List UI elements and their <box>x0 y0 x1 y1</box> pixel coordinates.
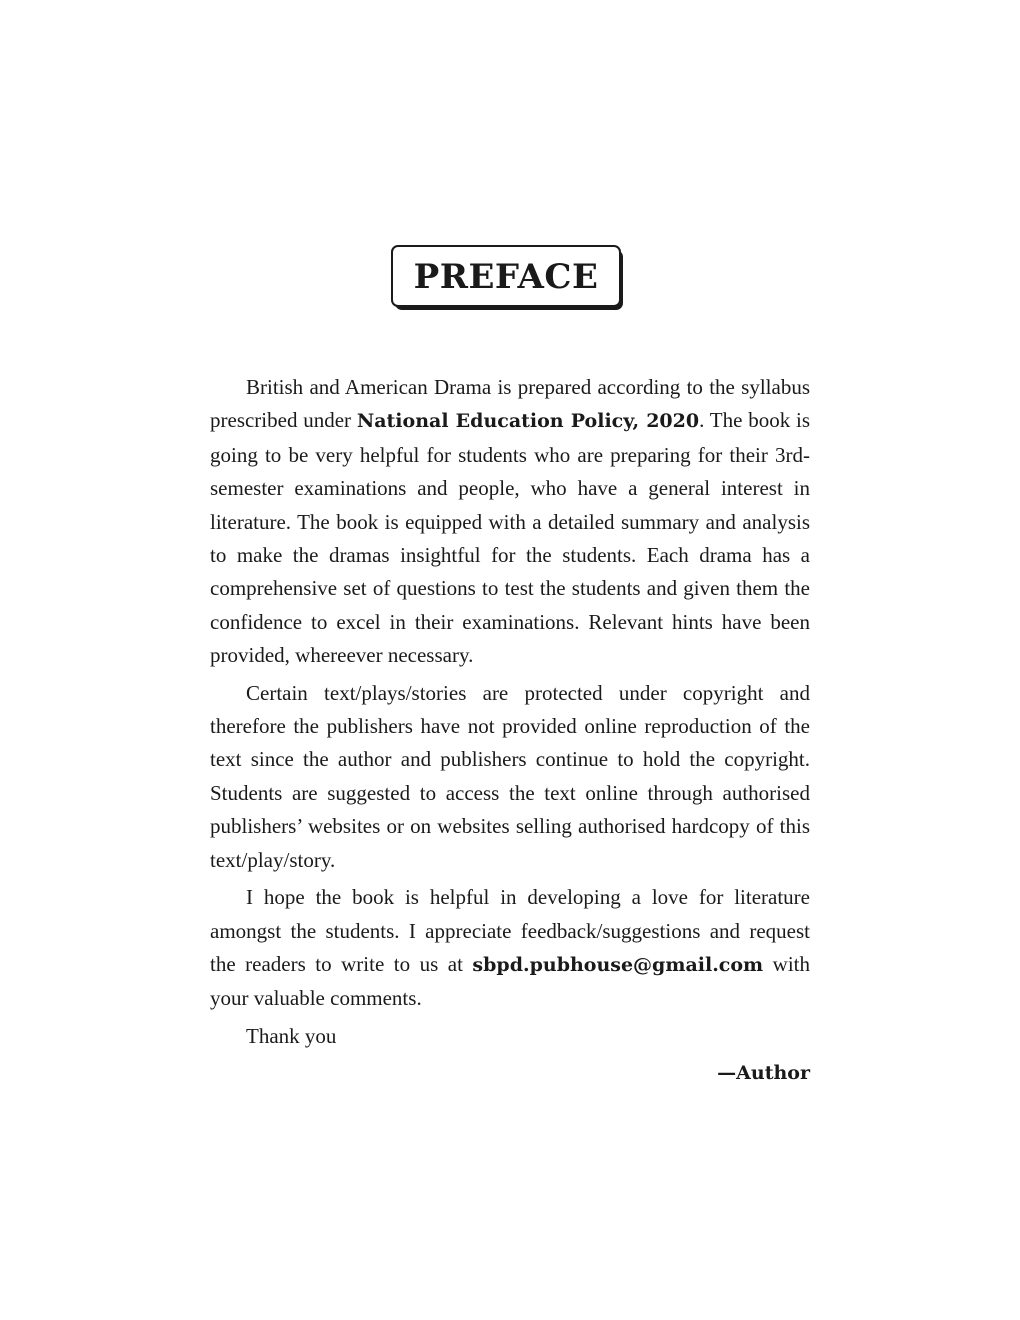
preface-body <box>210 371 810 1090</box>
paragraph-feedback-text-b: with your valuable comments. <box>210 951 810 1011</box>
paragraph-intro-text-b: . The book is going to be very helpful for students who are preparing for their 3rd-semester examinations and people, who have a general interest in literature. The book is equipped with a detailed summary and analysis to make the dramas insightful for the students. Each drama has a comprehensive set of questions to test the students and given them the confidence to excel in their examinations. Relevant hints have been provided, whereever necessary. <box>210 408 810 668</box>
paragraph-feedback-text-a: I hope the book is helpful in developing a love for literature amongst the students. I appreciate feedback/suggestions and request the readers to write to us at <box>210 885 810 976</box>
paragraph-feedback <box>210 881 810 1016</box>
page-title: PREFACE <box>413 257 599 297</box>
closing-line: Thank you <box>246 1023 337 1048</box>
preface-heading-frame <box>391 245 625 311</box>
heading-box <box>391 245 621 307</box>
contact-email: sbpd.pubhouse@gmail.com <box>472 953 764 976</box>
paragraph-copyright: Certain text/plays/stories are protected under copyright and therefore the publishers have not provided online reproduction of the text since the author and publishers continue to hold the copyright. Students are suggested to access the text online through authorised publishers’ websites or on websites selling authorised hardcopy of this text/play/story. <box>210 680 810 872</box>
author-signature: —Author <box>717 1062 810 1085</box>
paragraph-intro <box>210 371 810 673</box>
policy-name: National Education Policy, 2020 <box>356 410 700 433</box>
paragraph-intro-text-a: British and American Drama is prepared according to the syllabus prescribed under <box>210 375 810 433</box>
